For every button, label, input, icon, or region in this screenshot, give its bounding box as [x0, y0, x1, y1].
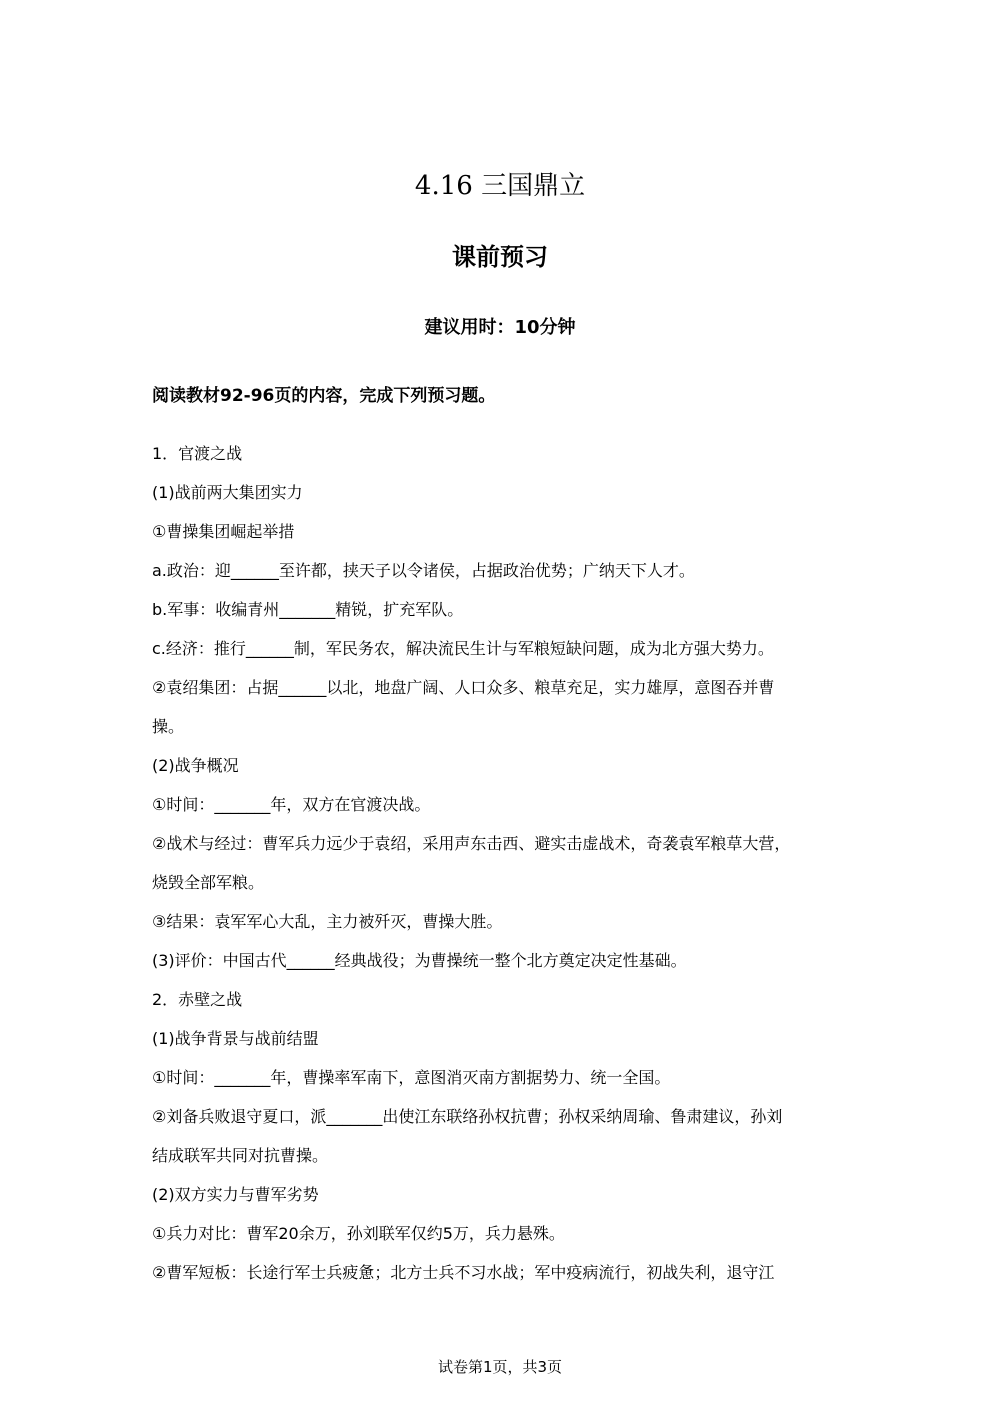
- suggested-time: 建议用时：10分钟: [424, 317, 576, 338]
- text-line: ①兵力对比：曹军20余万，孙刘联军仅约5万，兵力悬殊。: [152, 1224, 565, 1243]
- text-line: ①时间：_______年，曹操率军南下，意图消灭南方割据势力、统一全国。: [152, 1068, 671, 1087]
- text-line: c.经济：推行______制，军民务农，解决流民生计与军粮短缺问题，成为北方强大势力。: [152, 639, 774, 658]
- text-line: (3)评价：中国古代______经典战役；为曹操统一整个北方奠定决定性基础。: [152, 951, 687, 970]
- text-line: ②袁绍集团：占据______以北，地盘广阔、人口众多、粮草充足，实力雄厚，意图吞并曹: [152, 678, 775, 697]
- text-line: 烧毁全部军粮。: [152, 873, 265, 892]
- text-line: ①曹操集团崛起举措: [152, 522, 295, 541]
- text-line: (1)战争背景与战前结盟: [152, 1029, 319, 1048]
- text-line: ②曹军短板：长途行军士兵疲惫；北方士兵不习水战；军中疫病流行，初战失利，退守江: [152, 1263, 775, 1282]
- text-line: b.军事：收编青州_______精锐，扩充军队。: [152, 600, 464, 619]
- text-line: ③结果：袁军军心大乱，主力被歼灭，曹操大胜。: [152, 912, 503, 931]
- text-line: 操。: [152, 717, 185, 736]
- page-footer: 试卷第1页，共3页: [437, 1358, 563, 1376]
- text-line: a.政治：迎______至许都，挟天子以令诸侯，占据政治优势；广纳天下人才。: [152, 561, 695, 580]
- document-title: 4.16 三国鼎立: [414, 171, 586, 201]
- text-line: 结成联军共同对抗曹操。: [152, 1146, 329, 1165]
- text-line: ②刘备兵败退守夏口，派_______出使江东联络孙权抗曹；孙权采纳周瑜、鲁肃建议，孙刘: [152, 1107, 783, 1126]
- instruction-text: 阅读教材92-96页的内容，完成下列预习题。: [152, 386, 496, 406]
- text-line: (2)战争概况: [152, 756, 239, 775]
- section-heading: 课前预习: [452, 243, 548, 271]
- text-line: (1)战前两大集团实力: [152, 483, 303, 502]
- text-line: ①时间：_______年，双方在官渡决战。: [152, 795, 431, 814]
- question-body: [152, 434, 852, 1292]
- text-line: (2)双方实力与曹军劣势: [152, 1185, 319, 1204]
- text-line: 1．官渡之战: [152, 444, 243, 463]
- text-line: ②战术与经过：曹军兵力远少于袁绍，采用声东击西、避实击虚战术，奇袭袁军粮草大营，: [152, 834, 791, 853]
- text-line: 2．赤壁之战: [152, 990, 243, 1009]
